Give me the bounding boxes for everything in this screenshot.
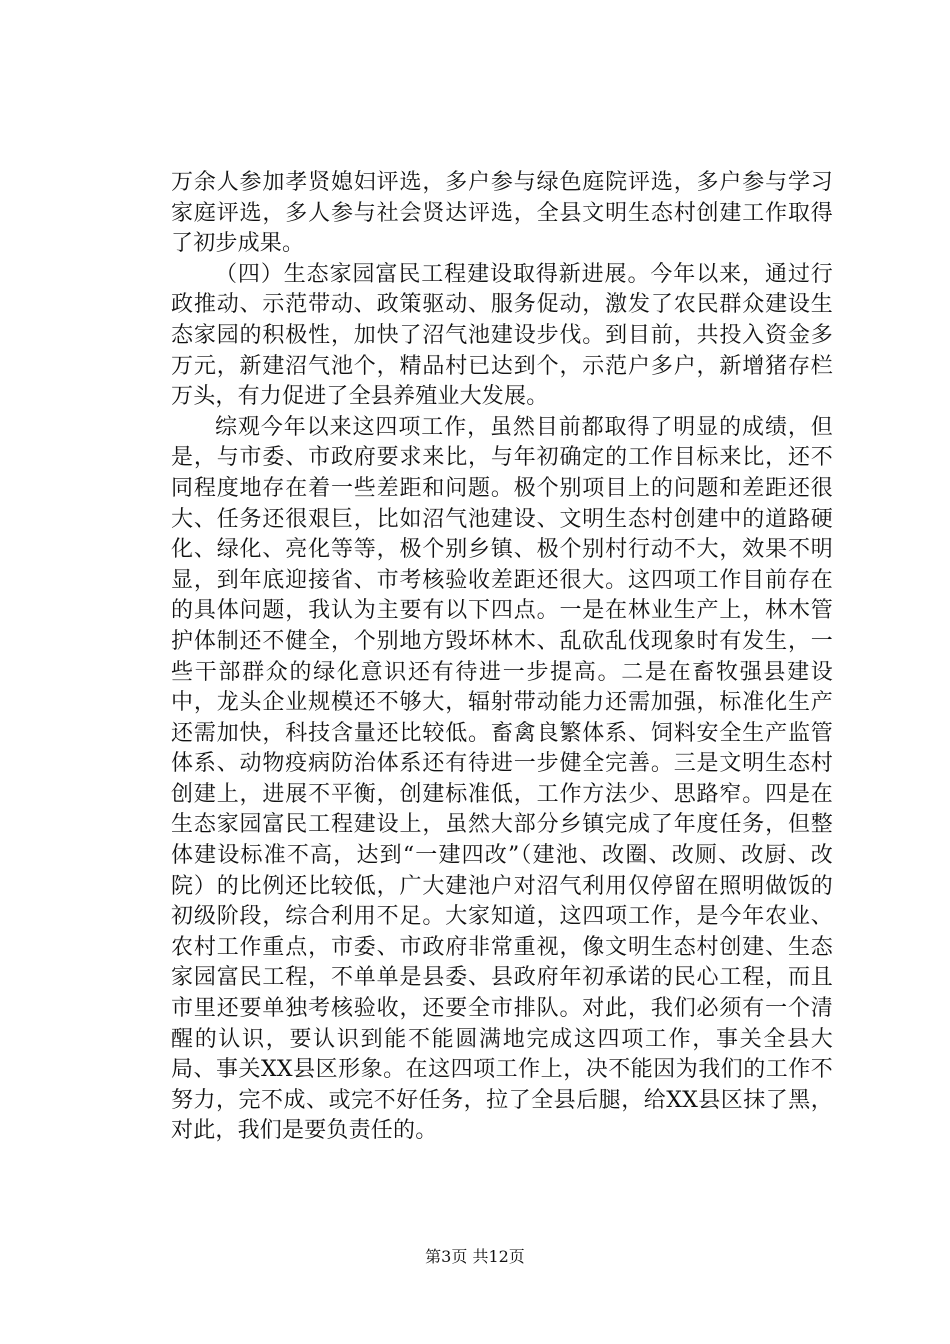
document-body — [171, 168, 833, 1147]
paragraph-section-four: （四）生态家园富民工程建设取得新进展。今年以来，通过行政推动、示范带动、政策驱动、服务促动，激发了农民群众建设生态家园的积极性，加快了沼气池建设步伐。到目前，共投入资金多万元，新建沼气池个，精品村已达到个，示范户多户，新增猪存栏万头，有力促进了全县养殖业大发展。 — [171, 261, 833, 410]
paragraph-summary: 综观今年以来这四项工作，虽然目前都取得了明显的成绩，但是，与市委、市政府要求来比，与年初确定的工作目标来比，还不同程度地存在着一些差距和问题。极个别项目上的问题和差距还很大、任务还很艰巨，比如沼气池建设、文明生态村创建中的道路硬化、绿化、亮化等等，极个别乡镇、极个别村行动不大，效果不明显，到年底迎接省、市考核验收差距还很大。这四项工作目前存在的具体问题，我认为主要有以下四点。一是在林业生产上，林木管护体制还不健全，个别地方毁坏林木、乱砍乱伐现象时有发生，一些干部群众的绿化意识还有待进一步提高。二是在畜牧强县建设中，龙头企业规模还不够大，辐射带动能力还需加强，标准化生产还需加快，科技含量还比较低。畜禽良繁体系、饲料安全生产监管体系、动物疫病防治体系还有待进一步健全完善。三是文明生态村创建上，进展不平衡，创建标准低，工作方法少、思路窄。四是在生态家园富民工程建设上，虽然大部分乡镇完成了年度任务，但整体建设标准不高，达到“一建四改”（建池、改圈、改厕、改厨、改院）的比例还比较低，广大建池户对沼气利用仅停留在照明做饭的初级阶段，综合利用不足。大家知道，这四项工作，是今年农业、农村工作重点，市委、市政府非常重视，像文明生态村创建、生态家园富民工程，不单单是县委、县政府年初承诺的民心工程，而且市里还要单独考核验收，还要全市排队。对此，我们必须有一个清醒的认识，要认识到能不能圆满地完成这四项工作，事关全县大局、事关XX县区形象。在这四项工作上，决不能因为我们的工作不努力，完不成、或完不好任务，拉了全县后腿，给XX县区抹了黑，对此，我们是要负责任的。 — [171, 414, 833, 1144]
paragraph-continuation: 万余人参加孝贤媳妇评选，多户参与绿色庭院评选，多户参与学习家庭评选，多人参与社会贤达评选，全县文明生态村创建工作取得了初步成果。 — [171, 170, 833, 257]
page-footer: 第3页 共12页 — [425, 1247, 525, 1266]
